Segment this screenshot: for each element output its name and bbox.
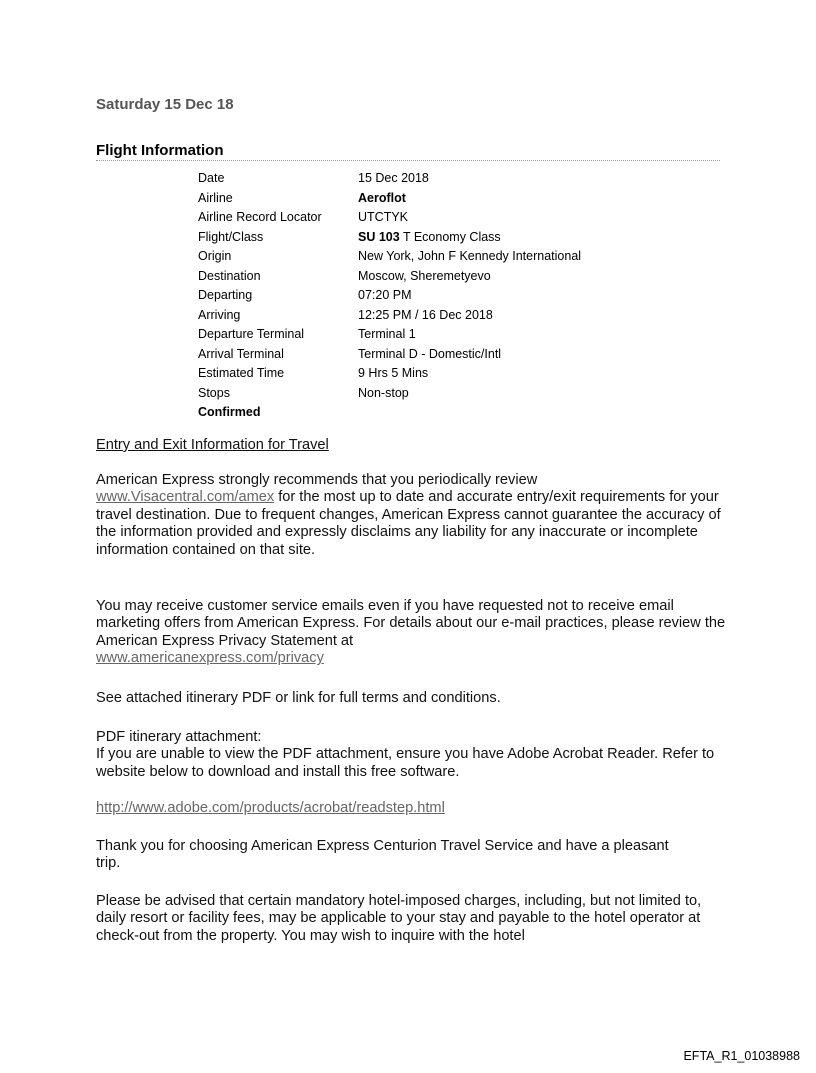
stops-value: Non-stop (358, 385, 409, 400)
record-locator-label: Airline Record Locator (198, 210, 322, 224)
thank-you-paragraph: Thank you for choosing American Express Centurion Travel Service and have a pleasant trip. (96, 838, 669, 872)
document-id: EFTA_R1_01038988 (683, 1049, 800, 1063)
row-arrival-terminal (198, 345, 581, 365)
row-origin (198, 247, 581, 267)
arriving-label: Arriving (198, 307, 241, 322)
row-departing (198, 286, 581, 306)
flight-details-table (198, 169, 581, 423)
flight-class-value (358, 228, 501, 248)
arriving-value: 12:25 PM / 16 Dec 2018 (358, 307, 493, 322)
privacy-text: You may receive customer service emails even if you have requested not to receive email marketing offers from American Express. For details about our e-mail practices, please review the American Express Privacy Statement at (96, 598, 726, 649)
pdf-line-2: If you are unable to view the PDF attachment, ensure you have Adobe Acrobat Reader. Refer to website below to download and install this free software. (96, 746, 715, 780)
airline-value: Aeroflot (358, 190, 406, 205)
row-airline (198, 189, 581, 209)
destination-label: Destination (198, 268, 261, 283)
entry-exit-paragraph (96, 472, 726, 559)
date-value: 15 Dec 2018 (358, 171, 429, 185)
flight-information-title: Flight Information (96, 142, 720, 161)
adobe-link[interactable]: http://www.adobe.com/products/acrobat/readstep.html (96, 800, 445, 816)
departure-terminal-value: Terminal 1 (358, 327, 416, 341)
arrival-terminal-label: Arrival Terminal (198, 346, 284, 361)
date-heading: Saturday 15 Dec 18 (96, 96, 234, 113)
row-date (198, 169, 581, 189)
hotel-notice-paragraph: Please be advised that certain mandatory hotel-imposed charges, including, but not limited to, daily resort or facility fees, may be applicable to your stay and payable to the hotel operator at check-out from the property. You may wish to inquire with the hotel (96, 893, 702, 944)
origin-label: Origin (198, 249, 232, 263)
date-label: Date (198, 171, 225, 185)
privacy-link[interactable]: www.americanexpress.com/privacy (96, 650, 324, 667)
pdf-paragraph (96, 729, 726, 781)
entry-text-2: for the most up to date and accurate entry/exit requirements for your travel destination. Due to frequent changes, American Express cannot guarantee the accuracy of the information provided and expressly disclaims any liability for any inaccurate or incomplete information contained on that site. (96, 489, 721, 558)
arrival-terminal-value: Terminal D - Domestic/Intl (358, 346, 502, 361)
destination-value: Moscow, Sheremetyevo (358, 268, 491, 283)
row-estimated-time (198, 364, 581, 384)
departing-value: 07:20 PM (358, 288, 412, 302)
booking-status: Confirmed (198, 405, 261, 419)
row-status (198, 403, 581, 423)
row-departure-terminal (198, 325, 581, 345)
entry-exit-heading: Entry and Exit Information for Travel (96, 437, 329, 453)
visacentral-link[interactable]: www.Visacentral.com/amex (96, 489, 275, 506)
estimated-time-label: Estimated Time (198, 366, 285, 380)
flight-class: T Economy Class (399, 229, 501, 244)
privacy-paragraph (96, 598, 726, 668)
record-locator-value: UTCTYK (358, 210, 408, 224)
departure-terminal-label: Departure Terminal (198, 327, 305, 341)
row-flight-class (198, 228, 581, 248)
estimated-time-value: 9 Hrs 5 Mins (358, 366, 429, 380)
airline-label: Airline (198, 190, 233, 205)
row-stops (198, 384, 581, 404)
row-arriving (198, 306, 581, 326)
departing-label: Departing (198, 288, 253, 302)
row-record-locator (198, 208, 581, 228)
flight-class-label: Flight/Class (198, 229, 264, 244)
attached-itinerary-text: See attached itinerary PDF or link for full terms and conditions. (96, 690, 501, 706)
stops-label: Stops (198, 385, 230, 400)
flight-number: SU 103 (358, 229, 400, 244)
entry-text-1: American Express strongly recommends that you periodically review (96, 472, 538, 488)
adobe-link-line (96, 800, 726, 817)
row-destination (198, 267, 581, 287)
origin-value: New York, John F Kennedy International (358, 249, 582, 263)
pdf-line-1: PDF itinerary attachment: (96, 729, 262, 745)
